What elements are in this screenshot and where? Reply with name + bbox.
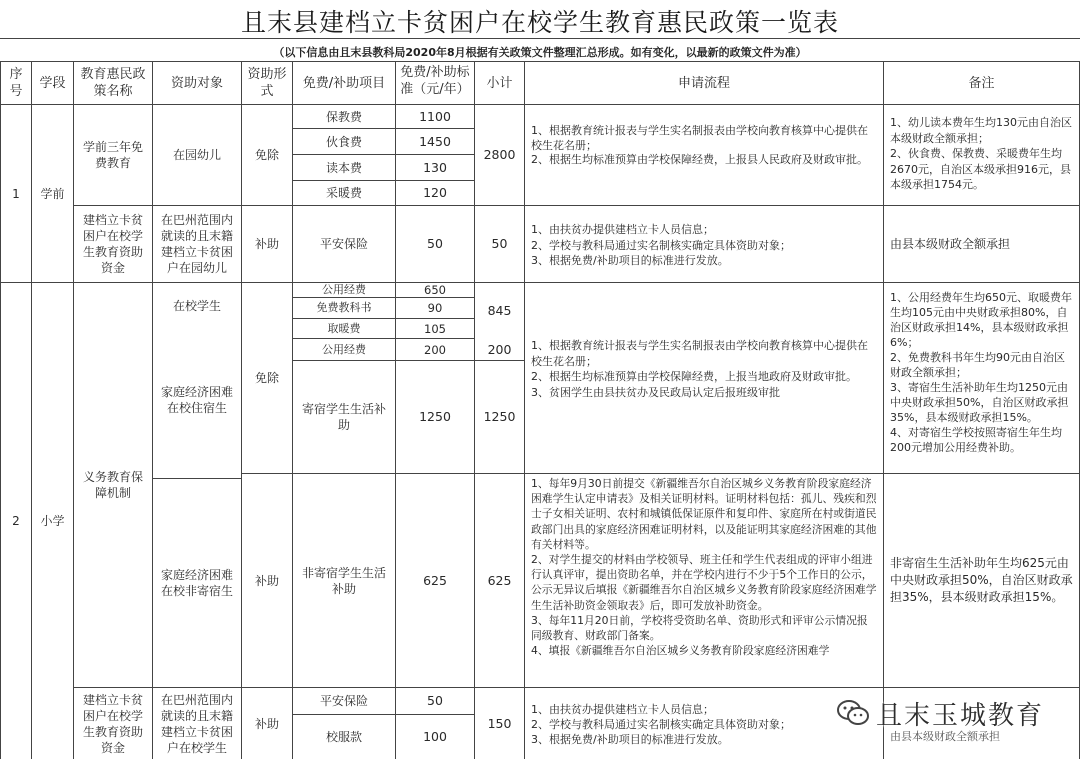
primary-aid-remark: 由县本级财政全额承担 bbox=[890, 730, 1000, 743]
preschool-aid-form: 补助 bbox=[254, 237, 279, 251]
process-step: 2、根据生均标准预算由学校保障经费，上报当地政府及财政审批。 bbox=[531, 370, 857, 383]
preschool-item-value: 120 bbox=[423, 185, 447, 200]
header-standard: 免费/补助标准（元/年） bbox=[400, 65, 470, 97]
primary-item-name: 公用经费 bbox=[322, 342, 366, 356]
preschool-item-value: 130 bbox=[423, 159, 447, 175]
remark-line: 4、对寄宿生学校按照寄宿生年生均200元增加公用经费补助。 bbox=[890, 426, 1062, 454]
preschool-free-process bbox=[525, 124, 883, 168]
primary-nonboard-remark: 非寄宿生生活补助年生均625元由中央财政承担50%，自治区财政承担35%，县本级财政承担15%。 bbox=[890, 556, 1073, 604]
process-step: 3、根据免费/补助项目的标准进行发放。 bbox=[531, 254, 729, 267]
primary-nonboard-target: 家庭经济困难在校非寄宿生 bbox=[160, 568, 233, 598]
primary-boarding-subtotal: 1250 bbox=[483, 409, 516, 424]
primary-target-instudy: 在校学生 bbox=[172, 299, 221, 313]
page-title: 且末县建档立卡贫困户在校学生教育惠民政策一览表 bbox=[240, 8, 839, 37]
primary-aid-policy: 建档立卡贫困户在校学生教育资助资金 bbox=[82, 692, 143, 755]
primary-nonboard-item: 非寄宿学生生活补助 bbox=[301, 565, 386, 596]
preschool-free-remark bbox=[884, 115, 1079, 193]
primary-nonboard-subtotal: 625 bbox=[487, 572, 512, 588]
watermark bbox=[836, 693, 1080, 733]
remark-line: 3、寄宿生生活补助年生均1250元由中央财政承担50%，自治区财政承担35%，县本级财政承担15%。 bbox=[890, 381, 1069, 424]
preschool-item-name: 保教费 bbox=[325, 109, 362, 124]
process-step: 3、根据免费/补助项目的标准进行发放。 bbox=[531, 733, 729, 746]
preschool-item-name: 采暖费 bbox=[325, 186, 362, 200]
primary-aid-item: 校服款 bbox=[325, 730, 362, 744]
primary-aid-form: 补助 bbox=[254, 716, 279, 731]
primary-item-name: 取暖费 bbox=[327, 321, 361, 335]
primary-subtotal-b: 200 bbox=[487, 341, 512, 357]
process-step: 2、根据生均标准预算由学校保障经费，上报县人民政府及财政审批。 bbox=[531, 153, 868, 166]
process-step: 3、贫困学生由县扶贫办及民政局认定后报班级审批 bbox=[531, 385, 780, 399]
primary-aid-value: 100 bbox=[423, 729, 447, 744]
remark-line: 2、伙食费、保教费、采暖费年生均2670元，自治区本级承担916元，县本级承担1754元。 bbox=[890, 147, 1071, 191]
primary-process-a bbox=[525, 338, 883, 400]
header-policy: 教育惠民政策名称 bbox=[80, 67, 146, 99]
preschool-aid-subtotal: 50 bbox=[491, 236, 508, 251]
primary-aid-value: 50 bbox=[427, 693, 443, 708]
process-step: 1、根据教育统计报表与学生实名制报表由学校向教育核算中心提供在校生花名册； bbox=[531, 124, 868, 152]
primary-item-value: 650 bbox=[424, 283, 446, 297]
preschool-item-value: 1100 bbox=[419, 108, 451, 124]
watermark-text: 且末玉城教育 bbox=[876, 700, 1045, 731]
primary-nonboard-process bbox=[525, 476, 883, 686]
primary-item-value: 90 bbox=[427, 301, 443, 315]
primary-item-value: 200 bbox=[424, 342, 446, 357]
preschool-free-subtotal: 2800 bbox=[483, 147, 516, 162]
header-subtotal: 小计 bbox=[486, 75, 513, 91]
header-process: 申请流程 bbox=[677, 75, 730, 91]
preschool-aid-value: 50 bbox=[427, 236, 443, 251]
remark-line: 2、免费教科书年生均90元由自治区财政全额承担； bbox=[890, 351, 1065, 379]
process-step: 1、根据教育统计报表与学生实名制报表由学校向教育核算中心提供在校生花名册； bbox=[531, 339, 868, 368]
header-item: 免费/补助项目 bbox=[302, 75, 386, 91]
primary-aid-target: 在巴州范围内就读的且末籍建档立卡贫困户在校学生 bbox=[160, 692, 233, 755]
primary-target-boarding: 家庭经济困难在校住宿生 bbox=[160, 385, 233, 415]
primary-aid-process bbox=[525, 702, 883, 747]
remark-line: 1、公用经费年生均650元、取暖费年生均105元由中央财政承担80%，自治区财政承担14%，县本级财政承担6%； bbox=[890, 291, 1072, 349]
header-form: 资助形式 bbox=[247, 67, 287, 99]
primary-seq: 2 bbox=[12, 514, 20, 528]
process-step: 4、填报《新疆维吾尔自治区城乡义务教育阶段家庭经济困难学 bbox=[531, 644, 830, 658]
header-remark: 备注 bbox=[968, 75, 995, 91]
wechat-icon bbox=[836, 698, 870, 728]
preschool-item-name: 伙食费 bbox=[325, 134, 362, 149]
process-step: 1、由扶贫办提供建档立卡人员信息； bbox=[531, 703, 714, 716]
process-step: 2、学校与教科局通过实名制核实确定具体资助对象； bbox=[531, 238, 791, 252]
process-step: 2、学校与教科局通过实名制核实确定具体资助对象； bbox=[531, 718, 791, 731]
primary-nonboard-form: 补助 bbox=[254, 573, 279, 588]
preschool-aid-target: 在巴州范围内就读的且末籍建档立卡贫困户在园幼儿 bbox=[160, 213, 233, 275]
primary-policy: 义务教育保障机制 bbox=[82, 470, 143, 500]
preschool-aid-process bbox=[525, 222, 883, 269]
primary-aid-item: 平安保险 bbox=[319, 694, 368, 708]
primary-item-name: 免费教科书 bbox=[316, 301, 372, 314]
primary-remark-a bbox=[884, 290, 1079, 455]
preschool-stage: 学前 bbox=[40, 186, 65, 201]
preschool-item-name: 读本费 bbox=[325, 160, 362, 175]
primary-stage: 小学 bbox=[40, 514, 65, 528]
primary-item-value: 105 bbox=[424, 321, 446, 336]
preschool-aid-remark: 由县本级财政全额承担 bbox=[890, 237, 1011, 251]
remark-line: 1、幼儿读本费年生均130元由自治区本级财政全额承担； bbox=[890, 116, 1072, 145]
primary-item-name: 公用经费 bbox=[322, 283, 366, 296]
process-step: 2、对学生提交的材料由学校领导、班主任和学生代表组成的评审小组进行认真评审，提出资助名单，并在学校内进行不少于5个工作日的公示，公示无异议后填报《新疆维吾尔自治区城乡义务教育阶段家庭经济困难学生生活补助资金领取表》后，即可发放补助资金。 bbox=[531, 553, 877, 612]
page-subtitle: （以下信息由且末县教科局2020年8月根据有关政策文件整理汇总形成。如有变化，以最新的政策文件为准） bbox=[273, 46, 807, 59]
primary-boarding-item: 寄宿学生生活补助 bbox=[301, 402, 386, 432]
preschool-aid-item: 平安保险 bbox=[319, 237, 368, 251]
preschool-seq: 1 bbox=[12, 186, 20, 201]
preschool-item-value: 1450 bbox=[419, 133, 451, 149]
process-step: 3、每年11月20日前，学校将受资助名单、资助形式和评审公示情况报同级教育、财政部门备案。 bbox=[531, 613, 868, 643]
preschool-free-target: 在园幼儿 bbox=[172, 148, 221, 162]
header-seq: 序号 bbox=[9, 67, 23, 99]
preschool-aid-policy: 建档立卡贫困户在校学生教育资助资金 bbox=[82, 213, 143, 275]
preschool-free-policy: 学前三年免费教育 bbox=[82, 140, 143, 170]
primary-form-free: 免除 bbox=[254, 371, 279, 385]
header-stage: 学段 bbox=[39, 75, 66, 91]
primary-nonboard-value: 625 bbox=[423, 572, 447, 588]
header-target: 资助对象 bbox=[170, 75, 223, 91]
primary-aid-subtotal: 150 bbox=[487, 715, 512, 731]
primary-boarding-value: 1250 bbox=[419, 409, 451, 424]
process-step: 1、由扶贫办提供建档立卡人员信息； bbox=[531, 223, 714, 236]
preschool-free-form: 免除 bbox=[254, 148, 279, 162]
primary-subtotal-a: 845 bbox=[487, 302, 512, 318]
process-step: 1、每年9月30日前提交《新疆维吾尔自治区城乡义务教育阶段家庭经济困难学生认定申请表》及相关证明材料。证明材料包括：孤儿、残疾和烈士子女相关证明、农村和城镇低保证原件和复印件、家庭所在村或街道民政部门出具的家庭经济困难证明材料，以及能证明其家庭经济困难的其他有关材料等。 bbox=[531, 477, 877, 551]
